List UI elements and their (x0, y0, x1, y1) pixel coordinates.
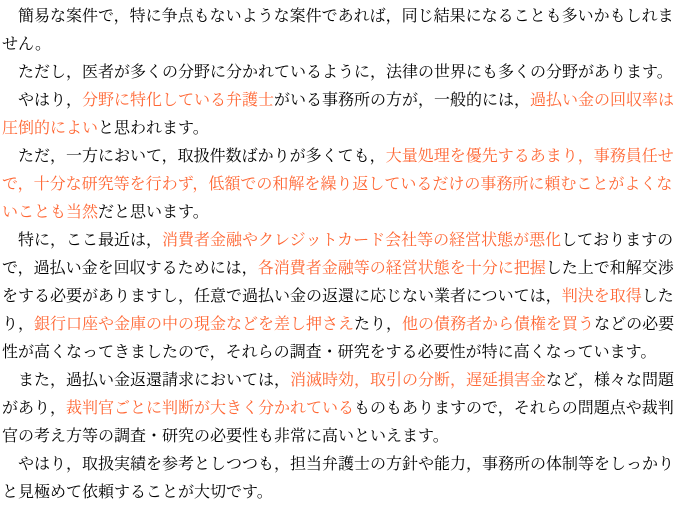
body-text: 特に，ここ最近は， (18, 230, 163, 249)
body-text: ただ，一方において，取扱件数ばかりが多くても， (18, 146, 386, 165)
body-text: ものもありますので，それらの問題点や裁判官の考え方等の調査・研究の必要性も非常に高いといえます。 (2, 398, 674, 445)
highlighted-text: 銀行口座や金庫の中の現金などを差し押さえ (34, 314, 355, 333)
body-text: やはり， (18, 90, 83, 109)
highlighted-text: 分野に特化している弁護士 (82, 90, 275, 109)
paragraph (2, 450, 678, 506)
body-text: した上で和解交渉をする必要がありますし，任意で過払い金の返還に応じない業者については， (2, 258, 674, 305)
highlighted-text: 消滅時効，取引の分断，遅延損害金 (290, 370, 547, 389)
body-text: たり， (354, 314, 403, 333)
body-text: しておりますので，過払い金を回収するためには， (2, 230, 674, 277)
highlighted-text: 裁判官ごとに判断が大きく分かれている (66, 398, 355, 417)
highlighted-text: 消費者金融やクレジットカード会社等の経営状態が悪化 (162, 230, 562, 249)
paragraph (2, 86, 678, 142)
body-text: 簡易な案件で，特に争点もないような案件であれば，同じ結果になることも多いかもしれません。 (2, 6, 674, 53)
paragraph (2, 58, 678, 86)
body-text: やはり，取扱実績を参考としつつも，担当弁護士の方針や能力，事務所の体制等をしっかりと見極めて依頼することが大切です。 (2, 454, 675, 501)
body-text: また，過払い金返還請求においては， (18, 370, 291, 389)
body-text: など，様々な問題があり， (2, 370, 675, 417)
highlighted-text: 大量処理を優先するあまり，事務員任せで，十分な研究等を行わず，低額での和解を繰り返しているだけの事務所に頼むことがよくないことも当然 (2, 146, 674, 221)
paragraph (2, 366, 678, 450)
paragraph (2, 2, 678, 58)
highlighted-text: 各消費者金融等の経営状態を十分に把握 (257, 258, 546, 277)
body-text: ただし，医者が多くの分野に分かれているように，法律の世界にも多くの分野があります。 (18, 62, 673, 81)
highlighted-text: 過払い金の回収率は圧倒的によい (2, 90, 675, 137)
body-text: と思われます。 (98, 118, 209, 137)
body-text: がいる事務所の方が，一般的には， (274, 90, 531, 109)
body-text: したり， (2, 286, 674, 333)
body-text: だと思います。 (98, 202, 209, 221)
paragraph (2, 226, 678, 366)
paragraph (2, 142, 678, 226)
highlighted-text: 他の債務者から債権を買う (402, 314, 595, 333)
highlighted-text: 判決を取得 (561, 286, 642, 305)
body-text: などの必要性が高くなってきましたので，それらの調査・研究をする必要性が特に高くなっています。 (2, 314, 675, 361)
